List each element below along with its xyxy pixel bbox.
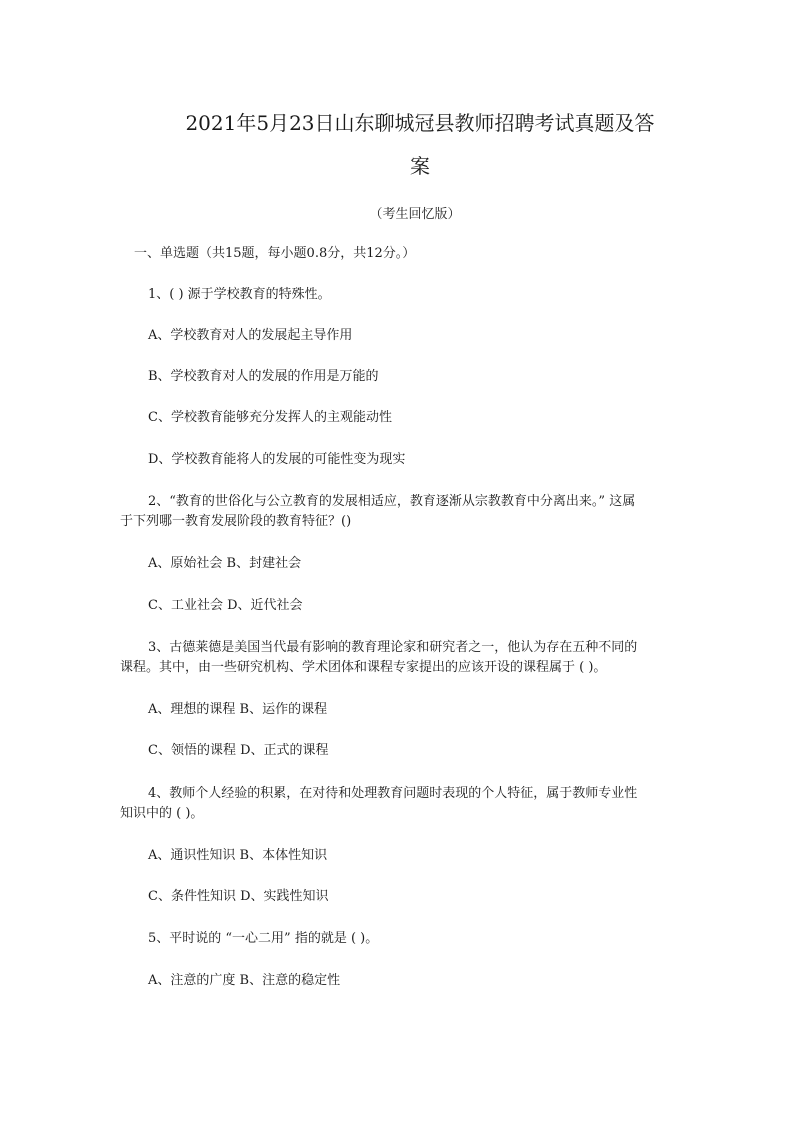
question-1-option-a: A、学校教育对人的发展起主导作用 [148, 328, 353, 343]
question-5-stem: 5、平时说的 “一心二用” 指的就是 ( )。 [148, 931, 379, 946]
question-1-option-d: D、学校教育能将人的发展的可能性变为现实 [148, 452, 406, 467]
question-1-option-c: C、学校教育能够充分发挥人的主观能动性 [148, 410, 392, 425]
section-heading: 一、单选题（共15题，每小题0.8分，共12分。） [134, 246, 416, 261]
question-4-stem-continuation: 知识中的 ( )。 [120, 806, 204, 821]
question-3-stem-continuation: 课程。其中，由一些研究机构、学术团体和课程专家提出的应该开设的课程属于 ( )。 [120, 660, 607, 675]
question-5-options-ab: A、注意的广度 B、注意的稳定性 [148, 973, 341, 988]
document-title: 2021年5月23日山东聊城冠县教师招聘考试真题及答 [185, 111, 655, 135]
question-3-stem: 3、古德莱德是美国当代最有影响的教育理论家和研究者之一，他认为存在五种不同的 [148, 640, 638, 655]
question-4-stem: 4、教师个人经验的积累，在对待和处理教育问题时表现的个人特征，属于教师专业性 [148, 786, 638, 801]
document-subtitle: （考生回忆版） [369, 207, 461, 222]
question-4-options-ab: A、通识性知识 B、本体性知识 [148, 848, 328, 863]
question-2-options-cd: C、工业社会 D、近代社会 [148, 598, 303, 613]
question-2-options-ab: A、原始社会 B、封建社会 [148, 556, 302, 571]
question-1-stem: 1、( ) 源于学校教育的特殊性。 [148, 287, 331, 302]
question-3-options-cd: C、领悟的课程 D、正式的课程 [148, 743, 329, 758]
question-2-stem: 2、“教育的世俗化与公立教育的发展相适应，教育逐渐从宗教教育中分离出来。” 这属 [148, 494, 636, 509]
document-title-continuation: 案 [410, 154, 430, 178]
question-3-options-ab: A、理想的课程 B、运作的课程 [148, 702, 328, 717]
question-2-stem-continuation: 于下列哪一教育发展阶段的教育特征？() [120, 514, 352, 529]
question-4-options-cd: C、条件性知识 D、实践性知识 [148, 889, 329, 904]
question-1-option-b: B、学校教育对人的发展的作用是万能的 [148, 369, 379, 384]
